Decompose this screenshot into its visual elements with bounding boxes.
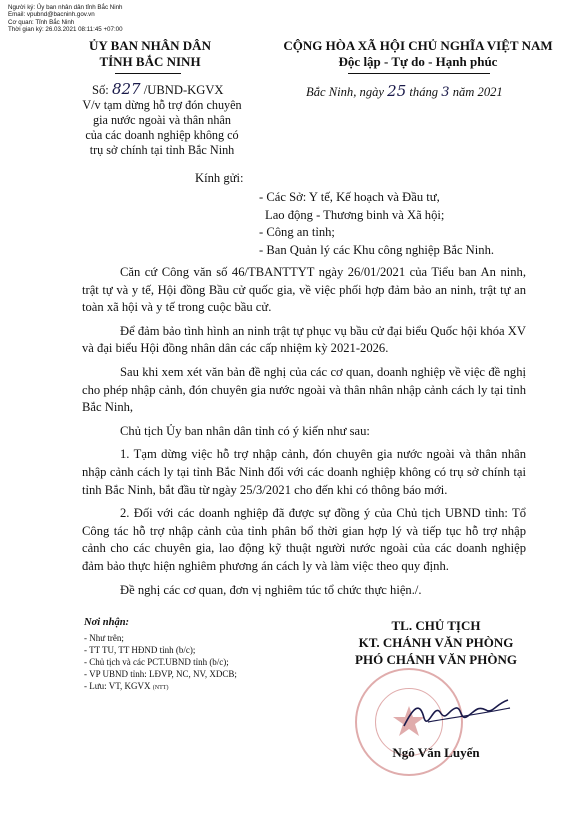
issuer-line2: TỈNH BẮC NINH [99, 54, 201, 69]
paragraph: Căn cứ Công văn số 46/TBANTTYT ngày 26/01/2021 của Tiểu ban An ninh, trật tự và y tế, Hội đồng Bầu cử quốc gia, về việc phối hợp đảm bảo an ninh, trật tự an toàn xã hội và y tế trong cuộc bầu cử. [82, 265, 526, 315]
recipient-item: - Các Sở: Y tế, Kế hoạch và Đầu tư, [259, 190, 440, 204]
national-line2: Độc lập - Tự do - Hạnh phúc [338, 54, 498, 69]
recipient-item: Lao động - Thương binh và Xã hội; [265, 207, 445, 222]
doc-number-suffix: /UBND-KGVX [143, 83, 224, 97]
handwritten-signature [400, 688, 520, 738]
distribution-item-text: - Lưu: VT, KGVX [84, 681, 151, 691]
signing-time: Thời gian ký: 26.03.2021 08:11:45 +07:00 [8, 25, 123, 33]
subject-line: trụ sở chính tại tỉnh Bắc Ninh [89, 143, 235, 157]
signer-name: Ngô Văn Luyến [392, 745, 480, 760]
subject-line: gia nước ngoài và thân nhân [93, 113, 231, 127]
date-place: Bắc Ninh, ngày [306, 85, 384, 99]
paragraph: 2. Đối với các doanh nghiệp đã được sự đồng ý của Chủ tịch UBND tỉnh: Tổ Công tác hỗ trợ nhập cảnh của tỉnh phân bổ thời gian hợp lý và tiếp tục hỗ trợ nhập cảnh cho các chuyên gia, lao động kỹ thuật người nước ngoài của các doanh nghiệp đảm bảo thực hiện nghiêm phương án cách ly và làm việc theo quy định. [82, 506, 526, 573]
issuer-underline [115, 73, 181, 74]
distribution-item: - VP UBND tỉnh: LĐVP, NC, NV, XDCB; [84, 669, 237, 679]
issuer-line1: ỦY BAN NHÂN DÂN [89, 38, 211, 53]
subject [62, 98, 262, 158]
issue-date [306, 82, 503, 100]
signer: Người ký: Ủy ban nhân dân tỉnh Bắc Ninh [8, 4, 123, 11]
doc-number-prefix: Số: [92, 83, 109, 97]
signature-block [326, 617, 546, 668]
issuer-header [70, 38, 230, 70]
date-day: 25 [387, 82, 407, 100]
recipient-list [259, 189, 494, 259]
paragraph: Để đảm bảo tình hình an ninh trật tự phục vụ bầu cử đại biểu Quốc hội khóa XV và đại biểu Hội đồng nhân dân các cấp nhiệm kỳ 2021-2026. [82, 323, 526, 356]
distribution-note: (NTT) [152, 685, 169, 691]
date-month-label: tháng [409, 85, 439, 99]
distribution-item: - TT TU, TT HĐND tỉnh (b/c); [84, 645, 196, 655]
distribution-item [84, 680, 237, 694]
recipient-item: - Công an tỉnh; [259, 225, 335, 239]
national-line1: CỘNG HÒA XÃ HỘI CHỦ NGHĨA VIỆT NAM [283, 38, 553, 53]
national-header [268, 38, 568, 70]
distribution-item: - Như trên; [84, 633, 124, 643]
paragraph: Đề nghị các cơ quan, đơn vị nghiêm túc tổ chức thực hiện./. [120, 582, 422, 597]
paragraph: Sau khi xem xét văn bản đề nghị của các cơ quan, doanh nghiệp về việc đề nghị cho phép nhập cảnh, đón chuyên gia nước ngoài và thân nhân nhập cảnh cách ly tại tỉnh Bắc Ninh, [82, 364, 526, 415]
document-body [82, 264, 526, 599]
distribution-item: - Chủ tịch và các PCT.UBND tỉnh (b/c); [84, 657, 229, 667]
signature-title3: PHÓ CHÁNH VĂN PHÒNG [355, 652, 517, 667]
recipient-item: - Ban Quản lý các Khu công nghiệp Bắc Ninh. [259, 242, 495, 257]
signature-title1: TL. CHỦ TỊCH [391, 618, 481, 633]
motto-underline [348, 73, 490, 74]
greeting: Kính gửi: [195, 171, 244, 185]
subject-line: của các doanh nghiệp không có [85, 128, 239, 142]
date-year: năm 2021 [452, 85, 503, 99]
distribution-list [84, 617, 237, 694]
distribution-title: Nơi nhận: [84, 617, 130, 628]
paragraph: Chủ tịch Ủy ban nhân dân tỉnh có ý kiến như sau: [120, 423, 370, 438]
signer-email: Email: vpubnd@bacninh.gov.vn [8, 11, 95, 19]
paragraph: 1. Tạm dừng việc hỗ trợ nhập cảnh, đón chuyên gia nước ngoài và thân nhân nhập cảnh cách ly tại tỉnh Bắc Ninh đối với các doanh nghiệp không có trụ sở chính tại tỉnh Bắc Ninh, bắt đầu từ ngày 25/3/2021 cho đến khi có thông báo mới. [82, 447, 526, 497]
digital-signature-info [8, 4, 123, 33]
signature-title2: KT. CHÁNH VĂN PHÒNG [358, 635, 514, 650]
date-month: 3 [441, 85, 450, 100]
signer-agency: Cơ quan: Tỉnh Bắc Ninh [8, 18, 75, 26]
doc-number-value: 827 [111, 80, 141, 98]
subject-line: V/v tạm dừng hỗ trợ đón chuyên [82, 98, 242, 112]
doc-number [92, 80, 224, 98]
